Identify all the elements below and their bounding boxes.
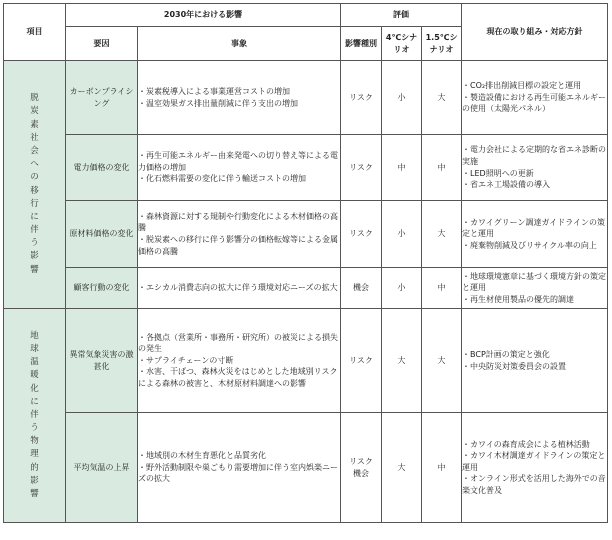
scenario-4c-cell: 小 xyxy=(382,268,422,309)
response-cell xyxy=(462,413,608,523)
factor-cell: 顧客行動の変化 xyxy=(66,268,138,309)
response-line: ・地球環境憲章に基づく環境方針の策定と運用 xyxy=(462,271,607,293)
impact-type-line: 機会 xyxy=(353,283,370,293)
response-line: ・オンライン形式を活用した海外での音楽文化普及 xyxy=(462,474,606,495)
category-label: 脱炭素社会への移行に伴う影響 xyxy=(30,93,39,275)
response-cell xyxy=(462,61,608,135)
response-line: ・CO₂排出削減目標の設定と運用 xyxy=(462,81,582,91)
impact-type-cell xyxy=(341,413,382,523)
response-line: ・BCP計画の策定と強化 xyxy=(462,349,550,359)
event-line: ・サプライチェーンの寸断 xyxy=(138,355,234,365)
event-line: ・野外活動制限や巣ごもり需要増加に伴う室内娯楽ニーズの拡大 xyxy=(138,462,338,484)
scenario-1-5c-cell: 中 xyxy=(422,268,462,309)
scenario-1-5c-cell: 中 xyxy=(422,413,462,523)
event-line: ・炭素税導入による事業運営コストの増加 xyxy=(138,86,290,96)
impact-type-line: 機会 xyxy=(353,468,370,478)
header-impact-2030: 2030年における影響 xyxy=(66,4,341,27)
scenario-4c-cell: 小 xyxy=(382,61,422,135)
response-line: ・中央防災対策委員会の設置 xyxy=(462,361,567,371)
category-cell xyxy=(4,61,66,309)
table-row xyxy=(4,135,608,201)
header-scenario-4c: 4℃シナリオ xyxy=(382,27,422,61)
response-cell xyxy=(462,309,608,413)
category-label: 地球温暖化に伴う物理的影響 xyxy=(30,330,39,499)
response-line: ・カワイグリーン調達ガイドラインの策定と運用 xyxy=(462,217,606,239)
event-line: ・脱炭素への移行に伴う影響分の価格転嫁等による金属価格の高騰 xyxy=(138,235,338,256)
impact-type-line: リスク xyxy=(349,92,373,102)
impact-type-line: リスク xyxy=(349,229,373,239)
header-evaluation: 評価 xyxy=(341,4,462,27)
scenario-1-5c-cell: 大 xyxy=(422,61,462,135)
header-impact-type: 影響種別 xyxy=(341,27,382,61)
factor-cell: 異常気象災害の激甚化 xyxy=(66,309,138,413)
scenario-4c-cell: 大 xyxy=(382,413,422,523)
response-line: ・再生材使用製品の優先的調達 xyxy=(462,294,575,304)
factor-cell: 原材料価格の変化 xyxy=(66,201,138,268)
event-line: ・水害、干ばつ、森林火災をはじめとした地域別リスクによる森林の被害と、木材原材料調達への影響 xyxy=(138,367,338,388)
response-cell xyxy=(462,201,608,268)
response-cell xyxy=(462,135,608,201)
impact-type-cell xyxy=(341,268,382,309)
impact-type-cell xyxy=(341,309,382,413)
event-line: ・化石燃料需要の変化に伴う輸送コストの増加 xyxy=(138,174,306,184)
event-line: ・エシカル消費志向の拡大に伴う環境対応ニーズの拡大 xyxy=(138,283,338,293)
event-line: ・再生可能エネルギー由来発電への切り替え等による電力価格の増加 xyxy=(138,151,338,172)
table-row xyxy=(4,413,608,523)
scenario-1-5c-cell: 中 xyxy=(422,135,462,201)
scenario-1-5c-cell: 大 xyxy=(422,309,462,413)
impact-type-cell xyxy=(341,135,382,201)
response-line: ・カワイ木材調達ガイドラインの策定と運用 xyxy=(462,451,606,472)
impact-type-cell xyxy=(341,201,382,268)
events-cell xyxy=(138,201,341,268)
header-response: 現在の取り組み・対応方針 xyxy=(462,4,608,61)
factor-cell: カーボンプライシング xyxy=(66,61,138,135)
scenario-1-5c-cell: 大 xyxy=(422,201,462,268)
response-line: ・省エネ工場設備の導入 xyxy=(462,180,551,190)
table-row xyxy=(4,201,608,268)
impact-type-line: リスク xyxy=(349,162,373,172)
impact-type-line: リスク xyxy=(349,456,373,466)
event-line: ・地域別の木材生育悪化と品質劣化 xyxy=(138,451,266,461)
response-line: ・LED照明への更新 xyxy=(462,168,534,178)
scenario-4c-cell: 中 xyxy=(382,135,422,201)
header-scenario-1-5c: 1.5℃シナリオ xyxy=(422,27,462,61)
scenario-4c-cell: 大 xyxy=(382,309,422,413)
table-row xyxy=(4,309,608,413)
events-cell xyxy=(138,309,341,413)
event-line: ・各拠点（営業所・事務所・研究所）の被災による損失の発生 xyxy=(138,332,338,354)
response-cell xyxy=(462,268,608,309)
climate-risk-table xyxy=(3,3,608,523)
scenario-4c-cell: 小 xyxy=(382,201,422,268)
table-row xyxy=(4,61,608,135)
impact-type-line: リスク xyxy=(349,355,373,365)
events-cell xyxy=(138,413,341,523)
impact-type-cell xyxy=(341,61,382,135)
events-cell xyxy=(138,135,341,201)
event-line: ・温室効果ガス排出量削減に伴う支出の増加 xyxy=(138,98,298,108)
factor-cell: 電力価格の変化 xyxy=(66,135,138,201)
response-line: ・廃棄物削減及びリサイクル率の向上 xyxy=(462,240,597,250)
event-line: ・森林資源に対する規制や行動変化による木材価格の高騰 xyxy=(138,211,338,233)
header-events: 事象 xyxy=(138,27,341,61)
events-cell xyxy=(138,268,341,309)
response-line: ・カワイの森育成会による植林活動 xyxy=(462,439,590,449)
response-line: ・製造設備における再生可能エネルギーの使用（太陽光パネル） xyxy=(462,92,607,114)
factor-cell: 平均気温の上昇 xyxy=(66,413,138,523)
events-cell xyxy=(138,61,341,135)
response-line: ・電力会社による定期的な省エネ診断の実施 xyxy=(462,145,607,166)
table-row xyxy=(4,268,608,309)
category-cell xyxy=(4,309,66,523)
header-factor: 要因 xyxy=(66,27,138,61)
header-item: 項目 xyxy=(4,4,66,61)
